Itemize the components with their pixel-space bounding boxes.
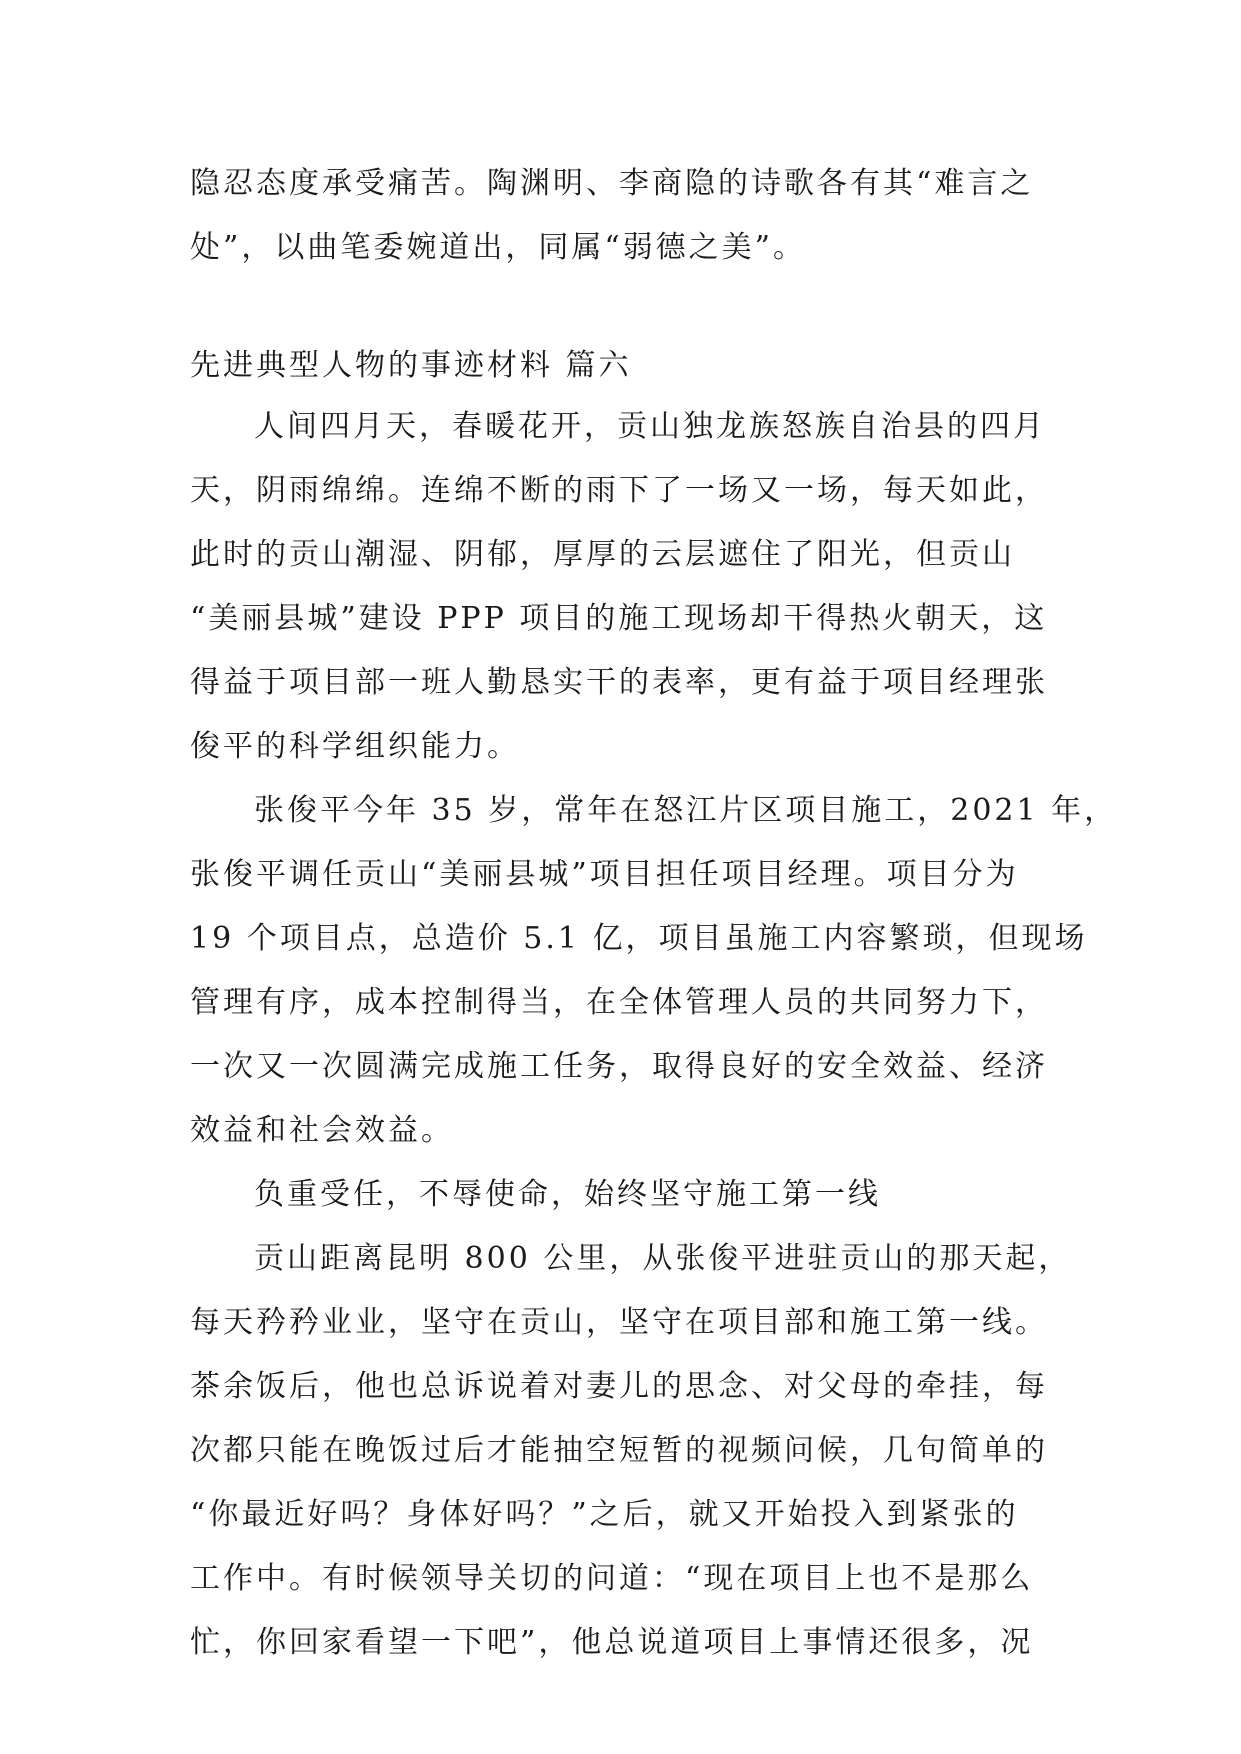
text-line: 每天矜矜业业，坚守在贡山，坚守在项目部和施工第一线。 — [190, 1305, 1048, 1340]
top-paragraph — [190, 152, 1050, 280]
body-text — [190, 395, 1118, 1675]
text-line: 效益和社会效益。 — [190, 1113, 454, 1148]
text-line: “你最近好吗？身体好吗？”之后，就又开始投入到紧张的 — [190, 1497, 1019, 1532]
section-heading-block — [190, 334, 1050, 398]
text-line: 人间四月天，春暖花开，贡山独龙族怒族自治县的四月 — [254, 409, 1046, 444]
text-line: 次都只能在晚饭过后才能抽空短暂的视频问候，几句简单的 — [190, 1433, 1048, 1468]
text-line: 贡山距离昆明 800 公里，从张俊平进驻贡山的那天起， — [254, 1241, 1072, 1276]
text-line: 俊平的科学组织能力。 — [190, 729, 520, 764]
text-line: 工作中。有时候领导关切的问道：“现在项目上也不是那么 — [190, 1561, 1034, 1596]
text-line: 茶余饭后，他也总诉说着对妻儿的思念、对父母的牵挂，每 — [190, 1369, 1048, 1404]
text-line: 张俊平今年 35 岁，常年在怒江片区项目施工，2021 年， — [254, 793, 1118, 828]
text-line: 管理有序，成本控制得当，在全体管理人员的共同努力下， — [190, 985, 1048, 1020]
text-line: 处”，以曲笔委婉道出，同属“弱德之美”。 — [190, 230, 807, 265]
text-line: 忙，你回家看望一下吧”，他总说道项目上事情还很多，况 — [190, 1625, 1034, 1660]
text-line: 此时的贡山潮湿、阴郁，厚厚的云层遮住了阳光，但贡山 — [190, 537, 1015, 572]
text-line: 得益于项目部一班人勤恳实干的表率，更有益于项目经理张 — [190, 665, 1048, 700]
text-line: 天，阴雨绵绵。连绵不断的雨下了一场又一场，每天如此， — [190, 473, 1048, 508]
subheading-line: 负重受任，不辱使命，始终坚守施工第一线 — [254, 1177, 881, 1212]
text-line: 19 个项目点，总造价 5.1 亿，项目虽施工内容繁琐，但现场 — [190, 921, 1088, 956]
text-line: 一次又一次圆满完成施工任务，取得良好的安全效益、经济 — [190, 1049, 1048, 1084]
text-line: “美丽县城”建设 PPP 项目的施工现场却干得热火朝天，这 — [190, 601, 1048, 636]
section-heading: 先进典型人物的事迹材料 篇六 — [190, 348, 632, 383]
text-line: 隐忍态度承受痛苦。陶渊明、李商隐的诗歌各有其“难言之 — [190, 166, 1034, 201]
text-line: 张俊平调任贡山“美丽县城”项目担任项目经理。项目分为 — [190, 857, 1019, 892]
